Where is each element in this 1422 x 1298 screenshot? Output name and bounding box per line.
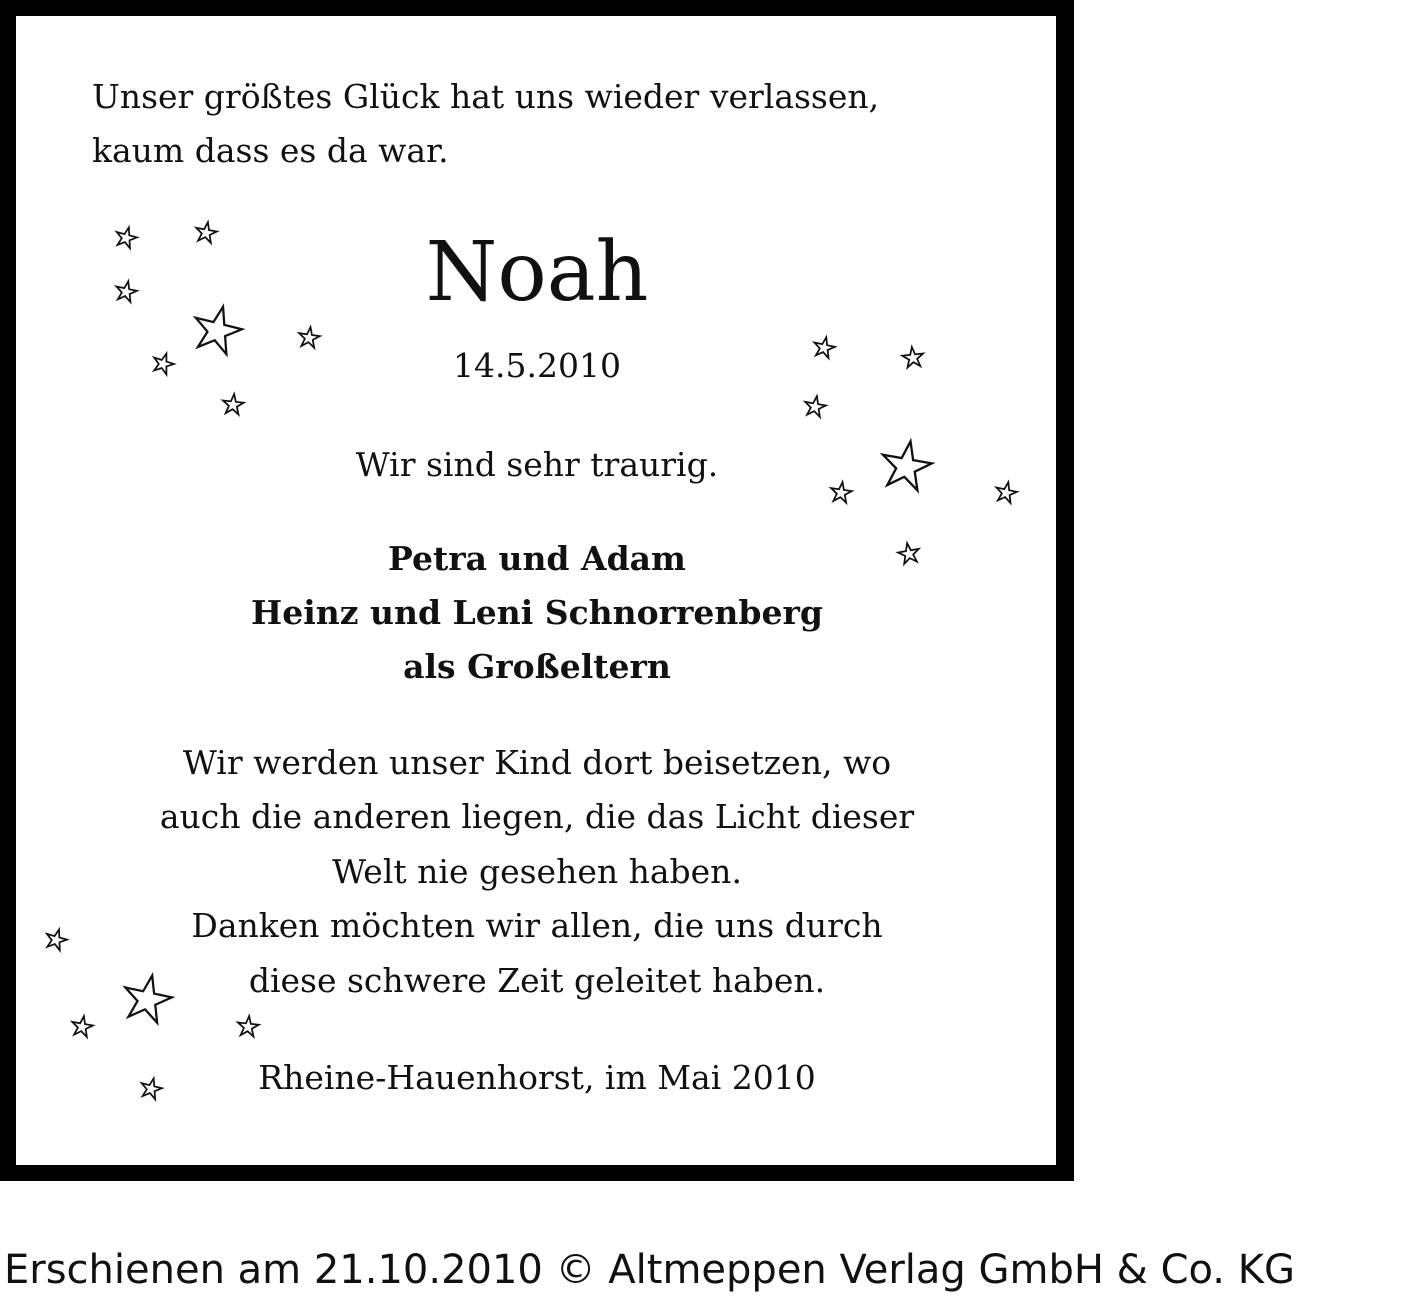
place-and-date: Rheine-Hauenhorst, im Mai 2010 bbox=[258, 1058, 816, 1097]
family-line-parents: Petra und Adam bbox=[388, 539, 686, 578]
body-line-4: Danken möchten wir allen, die uns durch bbox=[191, 906, 883, 945]
body-line-3: Welt nie gesehen haben. bbox=[332, 852, 742, 891]
body-line-1: Wir werden unser Kind dort beisetzen, wo bbox=[182, 743, 892, 782]
opening-line-1: Unser größtes Glück hat uns wieder verlassen, bbox=[92, 77, 880, 116]
grief-statement: Wir sind sehr traurig. bbox=[355, 445, 719, 484]
body-line-2: auch die anderen liegen, die das Licht dieser bbox=[159, 797, 915, 836]
publication-footer: Erschienen am 21.10.2010 © Altmeppen Verlag GmbH & Co. KG bbox=[4, 1247, 1295, 1293]
opening-line-2: kaum dass es da war. bbox=[92, 131, 449, 170]
body-line-5: diese schwere Zeit geleitet haben. bbox=[248, 961, 826, 1000]
family-line-role: als Großeltern bbox=[403, 647, 671, 686]
child-name: Noah bbox=[425, 225, 649, 320]
birth-death-date: 14.5.2010 bbox=[453, 346, 621, 385]
family-line-grandparents: Heinz und Leni Schnorrenberg bbox=[251, 593, 823, 632]
